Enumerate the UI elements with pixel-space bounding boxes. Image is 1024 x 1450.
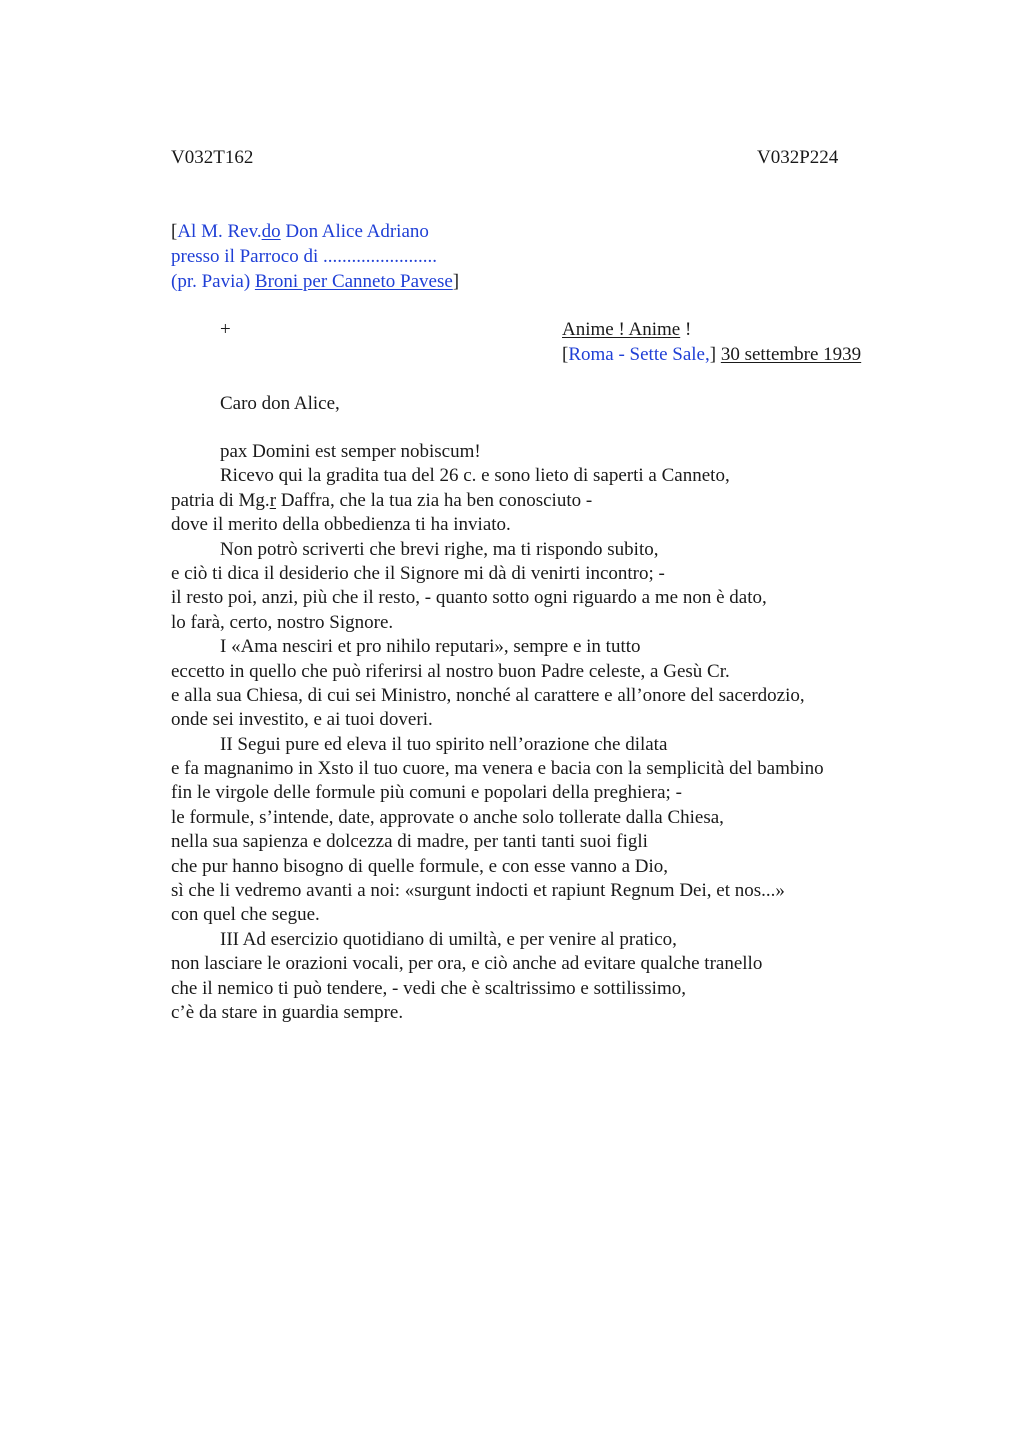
body-line: non lasciare le orazioni vocali, per ora, e ciò anche ad evitare qualche tranello bbox=[171, 953, 763, 975]
address-title: Al M. Rev. bbox=[177, 221, 262, 242]
address-close-bracket: ] bbox=[452, 271, 460, 292]
cross-symbol: + bbox=[220, 319, 231, 340]
dateline-open-bracket: [ bbox=[562, 344, 569, 365]
body-line: eccetto in quello che può riferirsi al nostro buon Padre celeste, a Gesù Cr. bbox=[171, 660, 730, 682]
salutation: Caro don Alice, bbox=[220, 393, 340, 414]
body-line: II Segui pure ed eleva il tuo spirito nell’orazione che dilata bbox=[220, 733, 668, 755]
mgr-after: Daffra, che la tua zia ha ben conosciuto - bbox=[276, 489, 593, 511]
address-place: Broni per Canneto Pavese bbox=[254, 271, 453, 292]
body-line: Ricevo qui la gradita tua del 26 c. e sono lieto di saperti a Canneto, bbox=[220, 465, 730, 487]
body-line: pax Domini est semper nobiscum! bbox=[220, 441, 481, 462]
address-title-abbrev: do bbox=[261, 221, 281, 242]
body-line: nella sua sapienza e dolcezza di madre, per tanti tanti suoi figli bbox=[171, 831, 648, 853]
body-line: e alla sua Chiesa, di cui sei Ministro, nonché al carattere e all’onore del sacerdozio, bbox=[171, 684, 805, 706]
body-line: e fa magnanimo in Xsto il tuo cuore, ma venera e bacia con la semplicità del bambino bbox=[171, 758, 824, 780]
body-line-mgr bbox=[171, 489, 911, 513]
motto-excl: ! bbox=[680, 319, 692, 340]
body-line: fin le virgole delle formule più comuni e popolari della preghiera; - bbox=[171, 782, 682, 804]
body-line: il resto poi, anzi, più che il resto, - quanto sotto ogni riguardo a me non è dato, bbox=[171, 587, 767, 609]
letter-body bbox=[171, 440, 911, 1025]
body-line: onde sei investito, e ai tuoi doveri. bbox=[171, 709, 433, 731]
dateline-date: 30 settembre 1939 bbox=[720, 344, 862, 365]
address-open-bracket: [ bbox=[171, 221, 178, 242]
body-line: che il nemico ti può tendere, - vedi che è scaltrissimo e sottilissimo, bbox=[171, 977, 686, 999]
body-line: Non potrò scriverti che brevi righe, ma ti rispondo subito, bbox=[220, 538, 659, 560]
body-line: lo farà, certo, nostro Signore. bbox=[171, 611, 394, 633]
body-line: e ciò ti dica il desiderio che il Signore mi dà di venirti incontro; - bbox=[171, 562, 665, 584]
address-line-1 bbox=[171, 220, 429, 244]
document-code-right: V032P224 bbox=[757, 147, 839, 168]
body-line: con quel che segue. bbox=[171, 904, 320, 926]
dateline-close-bracket: ] bbox=[709, 344, 721, 365]
address-line-3 bbox=[171, 270, 459, 294]
motto bbox=[562, 318, 691, 342]
dateline bbox=[562, 343, 861, 367]
body-line: c’è da stare in guardia sempre. bbox=[171, 1001, 404, 1023]
address-recipient: Don Alice Adriano bbox=[280, 221, 429, 242]
body-line: I «Ama nesciri et pro nihilo reputari», sempre e in tutto bbox=[220, 636, 641, 658]
body-line: sì che li vedremo avanti a noi: «surgunt indocti et rapiunt Regnum Dei, et nos...» bbox=[171, 880, 785, 902]
body-line: le formule, s’intende, date, approvate o anche solo tollerate dalla Chiesa, bbox=[171, 806, 724, 828]
body-line: III Ad esercizio quotidiano di umiltà, e per venire al pratico, bbox=[220, 928, 677, 950]
address-line-2: presso il Parroco di ........................ bbox=[171, 246, 437, 267]
document-code-left: V032T162 bbox=[171, 147, 254, 168]
body-line: che pur hanno bisogno di quelle formule, e con esse vanno a Dio, bbox=[171, 855, 669, 877]
address-province: (pr. Pavia) bbox=[171, 271, 255, 292]
motto-text: Anime ! Anime bbox=[562, 319, 681, 340]
mgr-before: patria di Mg. bbox=[171, 489, 270, 511]
body-line: dove il merito della obbedienza ti ha inviato. bbox=[171, 514, 511, 536]
dateline-place: Roma - Sette Sale, bbox=[568, 344, 710, 365]
mgr-sup: r bbox=[269, 489, 277, 511]
